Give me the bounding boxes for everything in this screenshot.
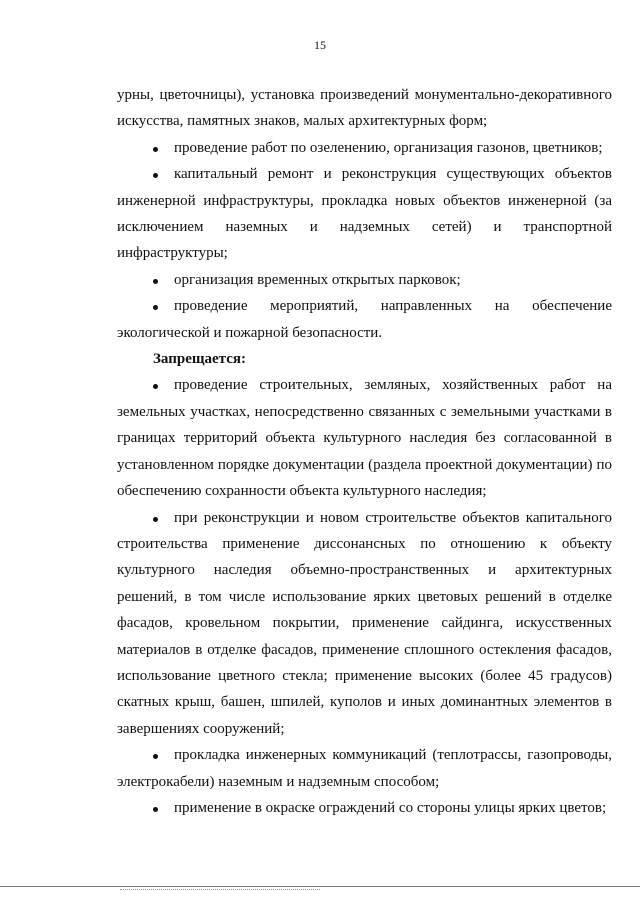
bullet-icon (153, 384, 158, 389)
list-item-text: проведение мероприятий, направленных на обеспечение экологической и пожарной безопасности. (117, 298, 612, 341)
bullet-icon (153, 517, 158, 522)
list-item (117, 505, 612, 743)
list-item-text: проведение строительных, земляных, хозяйственных работ на земельных участках, непосредственно связанных с земельными участками в границах территорий объекта культурного наследия без согласованной в установленном порядке документации (раздела проектной документации) по обеспечению сохранности объекта культурного наследия; (117, 377, 612, 500)
bullet-icon (153, 305, 158, 310)
list-item (117, 795, 612, 821)
bullet-icon (153, 807, 158, 812)
bullet-icon (153, 754, 158, 759)
list-item-text: организация временных открытых парковок; (174, 271, 461, 288)
bullet-icon (153, 279, 158, 284)
bullet-icon (153, 173, 158, 178)
bullet-icon (153, 147, 158, 152)
section-heading: Запрещается: (153, 351, 247, 368)
list-item (117, 742, 612, 795)
list-item-text: применение в окраске ограждений со стороны улицы ярких цветов; (174, 799, 607, 816)
list-item (117, 267, 612, 293)
paragraph-continuation: урны, цветочницы), установка произведений монументально-декоративного искусства, памятных знаков, малых архитектурных форм; (117, 87, 612, 130)
list-item-text: прокладка инженерных коммуникаций (теплотрассы, газопроводы, электрокабели) наземным и надземным способом; (117, 747, 612, 790)
list-item-text: проведение работ по озеленению, организация газонов, цветников; (174, 139, 603, 156)
list-item (117, 293, 612, 346)
list-item-text: при реконструкции и новом строительстве объектов капитального строительства применение диссонансных по отношению к объекту культурного наследия объемно-пространственных и архитектурных решений, в том числе использование ярких цветовых решений в отделке фасадов, кровельном покрытии, применение сайдинга, искусственных материалов в отделке фасадов, применение сплошного остекления фасадов, использование цветного стекла; применение высоких (более 45 градусов) скатных крыш, башен, шпилей, куполов и иных доминантных элементов в завершениях сооружений; (117, 509, 612, 737)
list-item-text: капитальный ремонт и реконструкция существующих объектов инженерной инфраструктуры, прокладка новых объектов инженерной (за исключением наземных и надземных сетей) и транспортной инфраструктуры; (117, 166, 612, 262)
footer-divider (0, 886, 640, 887)
list-item (117, 372, 612, 504)
list-item (117, 135, 612, 161)
list-item (117, 161, 612, 267)
document-body (117, 82, 612, 821)
page-number: 15 (314, 38, 326, 52)
